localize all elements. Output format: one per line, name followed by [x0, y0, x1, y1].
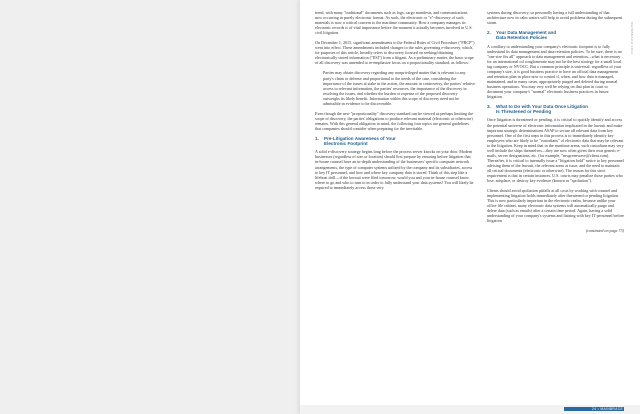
- heading-text-line2: Data Retention Policies: [496, 35, 548, 41]
- heading-number: 2.: [487, 30, 491, 36]
- paragraph: systems during discovery, so personally having a full understanding of that architecture now in calm waters will help to avoid problems during the subsequent storm.: [487, 10, 623, 26]
- heading-number: 1.: [315, 135, 319, 141]
- left-page: [0, 0, 300, 414]
- paragraph: On December 1, 2015, significant amendments to the Federal Rules of Civil Procedure ("FRCP") went into effect. These amendments included changes to the rules governing e-discovery, which, for purposes of this article, broadly refers to discovery focused on seeking/obtaining electronically stored information ("ESI") from a litigant. As a preliminary matter, the basic scope of all discovery was amended to re-emphasize focus on a proportionality standard, as follows:: [315, 40, 475, 66]
- article-column-2: [487, 10, 624, 233]
- rule-quote: Parties may obtain discovery regarding any nonprivileged matter that is relevant to any party's claim or defense and proportional to the needs of the case, considering the importance of the issues at stake in the action, the amount in controversy, the parties' relative access to relevant information, the parties' resources, the importance of the discovery in resolving the issues, and whether the burden or expense of the proposed discovery outweighs its likely benefit. Information within this scope of discovery need not be admissible in evidence to be discoverable.: [323, 70, 476, 106]
- heading-number: 3.: [487, 104, 491, 110]
- section-heading-2: [487, 30, 624, 40]
- paragraph: Once litigation is threatened or pending, it is critical to quickly identify and access the potential universe of electronic information implicated in the lawsuit and make important strategic determinations ASAP to secure all relevant data from key personnel. One of the first steps in this process is to immediately identify key employees who are likely to be "custodians" of electronic data that may be relevant to the litigation. Keep in mind that in the maritime arena, such custodians may very well include the ships themselves—they are now often given their own generic e-mails, server designations, etc. (for example, "mvgreenwave@client.com). Thereafter, it is critical to internally issue a "litigation hold" notice to key personnel advising them of the lawsuit, the relevant areas at issue, and the need to maintain all critical documents (electronic or otherwise). The reason for this strict requirement is that in certain instances, U.S. courts may penalize those parties who lose, misplace, or destroy key evidence (known as "spoliation").: [487, 117, 624, 184]
- section-heading-3: [487, 104, 624, 114]
- heading-text: Pre-Litigation Awareness of Your: [324, 135, 396, 141]
- page-footer: [300, 405, 640, 414]
- side-edge-mark: MAINBRACE 2016: [630, 22, 634, 55]
- article-column-1: [315, 10, 475, 195]
- paragraph: Even though the new "proportionality" discovery standard can be viewed as perhaps limiting the scope of discovery, the parties' obligations to produce relevant material (electronic or otherwise) remains. With this general obligation in mind, the following four topics are general guidelines that companies should consider when preparing for the inevitable.: [315, 110, 474, 131]
- heading-text-line2: Electronic Footprint: [324, 141, 368, 147]
- page-number-label: 24 • MAINBRACE: [592, 407, 623, 411]
- paragraph: A solid e-discovery strategy begins long before the process server knocks on your door. Modern businesses (regardless of size or location) should first prepare by ensuring before litigation that in-house counsel have an in-depth understanding of the businesses' specific computer network arrangements, the type of computer systems utilized by the company and its subsidiaries, access to key IT personnel, and how and where key company data is stored. Think of this step like a lifeboat drill—if the lawsuit were filed tomorrow, would you and your in-house counsel know where to go and who to turn to in order to fully understand your data systems? You will likely be required to immediately access those very: [315, 149, 474, 190]
- heading-text: Your Data Management and: [496, 30, 557, 36]
- continued-note: (continued on page 73): [585, 228, 624, 234]
- paragraph: trend, with many "traditional" documents such as logs, cargo manifests, and communications now occurring in purely electronic format. As such, the electronic or "e"-discovery of such materials is now a critical concern to the maritime community. How a company manages its electronic records is of vital importance before the moment it actually becomes involved in U.S. civil litigation.: [315, 10, 473, 36]
- heading-text: What to Do with Your Data Once Litigation: [496, 104, 588, 110]
- paragraph: A corollary to understanding your company's electronic footprint is to fully understand its data management and data retention policies. To be sure, there is no "one size fits all" approach to data management and retention—what is necessary for an international oil conglomerate may not be the best strategy for a small local tug company or NVOCC. But a common principle is universal: regardless of your company's size, it is good business practice to have an official data management and retention plan in place now to control if, when, and how data is managed, maintained, and in many cases, appropriately purged and deleted during normal business operations. You may very well be relying on that plan in court to document your company's "normal" electronic business practices in future litigation.: [487, 43, 622, 100]
- paragraph: Clients should avoid spoliation pitfalls at all costs by working with counsel and implementing litigation holds immediately after threatened or pending litigation. This is now particularly important in the electronic realm, because unlike your office file cabinet, many electronic data systems will automatically purge and delete data (such as emails) after a certain time period. Again, having a solid understanding of your company's systems and liaising with key IT personnel before litigation: [487, 188, 624, 224]
- section-heading-1: [315, 136, 475, 146]
- heading-text-line2: Is Threatened or Pending: [496, 109, 552, 115]
